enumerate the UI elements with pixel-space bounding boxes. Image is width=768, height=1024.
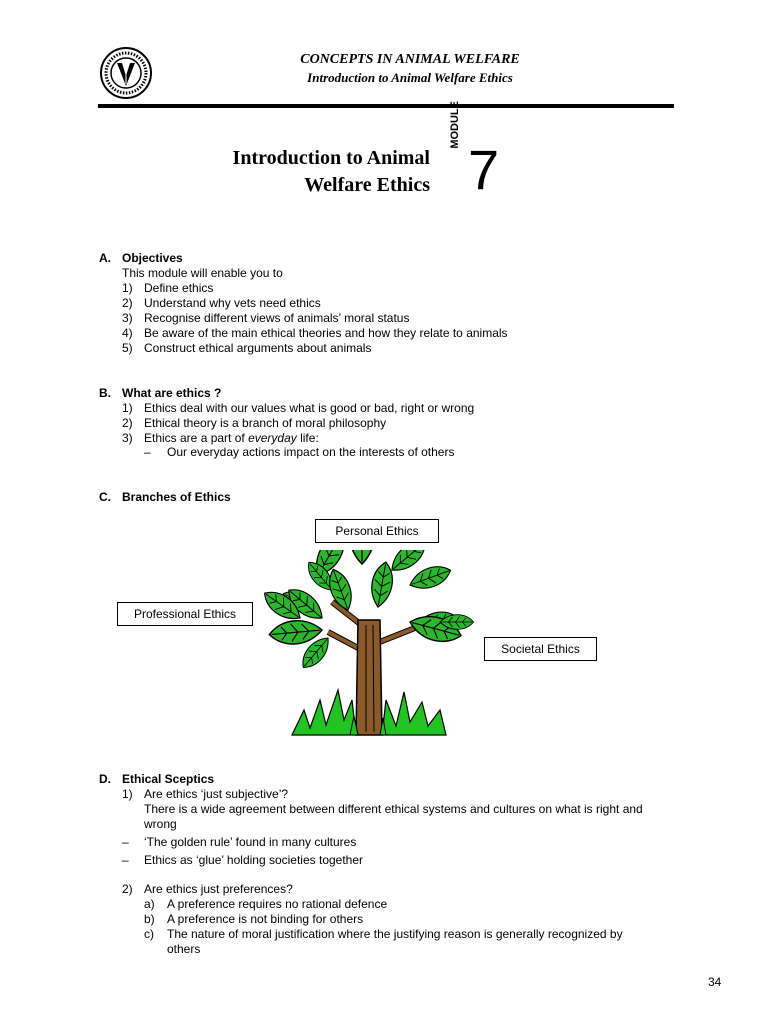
dash-item-text: ‘The golden rule’ found in many cultures [144,835,357,849]
sub-item-text: Our everyday actions impact on the interests of others [167,445,455,459]
personal-ethics-box: Personal Ethics [315,519,439,543]
list-item-text: Be aware of the main ethical theories and how they relate to animals [144,326,508,340]
list-item: 1) [122,787,133,801]
section-a-intro: This module will enable you to [122,266,283,280]
sub-list-text: The nature of moral justification where the justifying reason is generally recognized by [167,927,623,941]
page-title-line2: Welfare Ethics [304,174,430,196]
module-word: MODULE [449,101,461,149]
list-item: 4) [122,326,133,340]
header-title: CONCEPTS IN ANIMAL WELFARE [300,52,520,67]
list-item-text: Ethics deal with our values what is good or bad, right or wrong [144,401,475,415]
paragraph-line: wrong [144,817,177,831]
list-item-text: Are ethics ‘just subjective’? [144,787,289,801]
section-c-letter: C. [99,490,111,504]
list-item: 1) [122,401,133,415]
list-item: 2) [122,296,133,310]
list-item: 2) [122,416,133,430]
header-subtitle: Introduction to Animal Welfare Ethics [307,70,513,85]
page-number: 34 [708,975,722,989]
dash-marker: – [122,853,129,867]
list-item: 5) [122,341,133,355]
dash-marker: – [122,835,129,849]
list-item-text: Are ethics just preferences? [144,882,293,896]
list-item-text: Define ethics [144,281,214,295]
section-b-heading: What are ethics ? [122,386,222,400]
sub-list-marker: c) [144,927,154,941]
sub-list-text: A preference requires no rational defence [167,897,388,911]
professional-ethics-box: Professional Ethics [117,602,253,626]
section-d-letter: D. [99,772,111,786]
sub-list-text: A preference is not binding for others [167,912,364,926]
section-a-heading: Objectives [122,251,183,265]
list-item-text: Construct ethical arguments about animals [144,341,372,355]
section-c-heading: Branches of Ethics [122,490,231,504]
list-item: 2) [122,882,133,896]
paragraph-line: There is a wide agreement between different ethical systems and cultures on what is right and [144,802,643,816]
header-rule [98,104,674,108]
sub-list-text-cont: others [167,942,201,956]
list-item: 3) [122,431,133,445]
dash-marker: – [144,445,151,459]
tree-illustration [240,550,500,740]
veterinary-seal-icon [99,46,153,100]
module-number: 7 [468,138,500,201]
section-a-letter: A. [99,251,111,265]
module-label [445,101,465,167]
dash-item-text: Ethics as ‘glue’ holding societies together [144,853,364,867]
societal-ethics-box: Societal Ethics [484,637,597,661]
sub-list-marker: b) [144,912,155,926]
list-item-text: Ethics are a part of everyday life: [144,431,319,445]
list-item-text: Recognise different views of animals’ moral status [144,311,410,325]
list-item: 1) [122,281,133,295]
list-item-text: Ethical theory is a branch of moral philosophy [144,416,387,430]
sub-list-marker: a) [144,897,155,911]
list-item: 3) [122,311,133,325]
page-title-line1: Introduction to Animal [232,147,430,169]
section-d-heading: Ethical Sceptics [122,772,215,786]
list-item-text: Understand why vets need ethics [144,296,321,310]
section-b-letter: B. [99,386,111,400]
page-title [150,145,430,199]
